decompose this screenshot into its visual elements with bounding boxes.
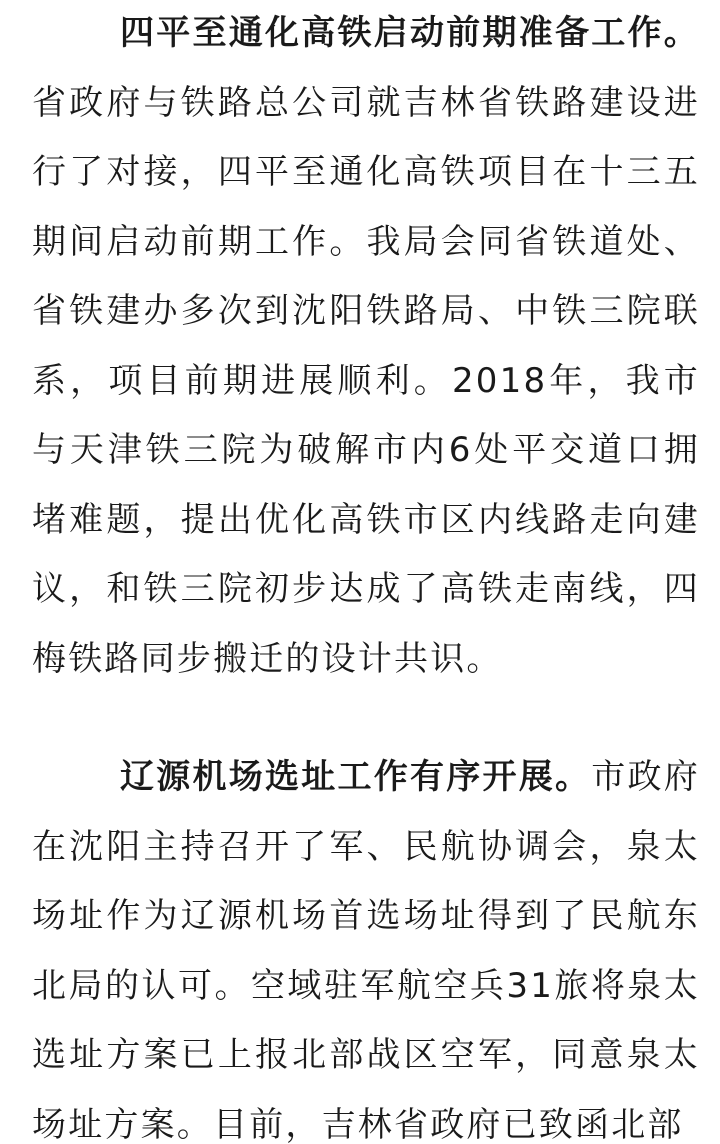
paragraph-siping-tonghua-railway — [32, 0, 700, 694]
paragraph-lead-heading: 辽源机场选址工作有序开展。 — [120, 757, 592, 797]
paragraph-liaoyuan-airport — [32, 743, 700, 1144]
paragraph-text: 省政府与铁路总公司就吉林省铁路建设进行了对接，四平至通化高铁项目在十三五期间启动前期工作。我局会同省铁道处、省铁建办多次到沈阳铁路局、中铁三院联系，项目前期进展顺利。2018年，我市与天津铁三院为破解市内6处平交道口拥堵难题，提出优化高铁市区内线路走向建议，和铁三院初步达成了高铁走南线，四梅铁路同步搬迁的设计共识。 — [32, 82, 700, 679]
paragraph-lead-heading: 四平至通化高铁启动前期准备工作。 — [120, 13, 700, 53]
paragraph-text: 市政府在沈阳主持召开了军、民航协调会，泉太场址作为辽源机场首选场址得到了民航东北局的认可。空域驻军航空兵31旅将泉太选址方案已上报北部战区空军，同意泉太场址方案。目前，吉林省政府已致函北部 — [32, 757, 700, 1144]
